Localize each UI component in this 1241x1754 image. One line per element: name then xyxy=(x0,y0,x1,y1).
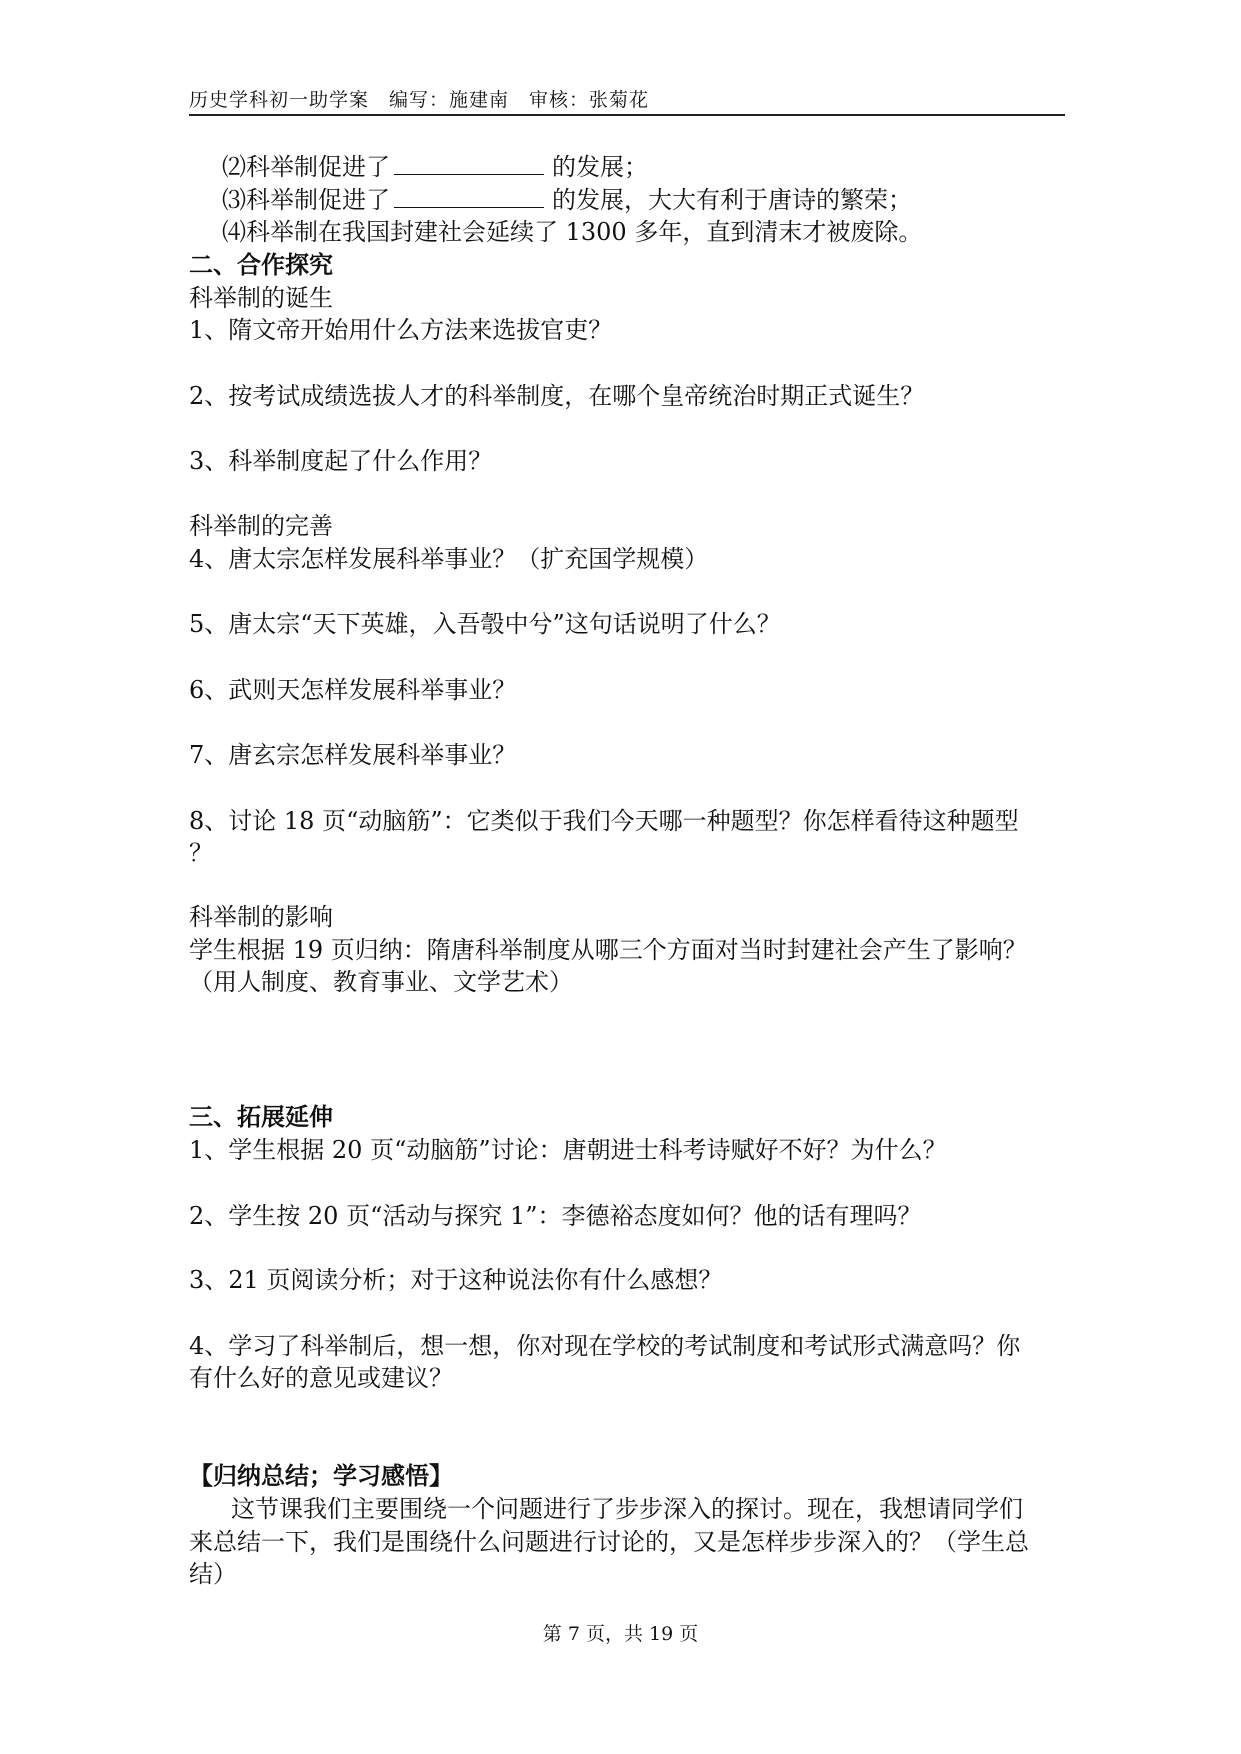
summary-line-1: 这节课我们主要围绕一个问题进行了步步深入的探讨。现在，我想请同学们 xyxy=(231,1495,1023,1523)
question-2: 2、按考试成绩选拔人才的科举制度，在哪个皇帝统治时期正式诞生？ xyxy=(189,382,925,410)
item-text-before: ⑶科举制促进了 xyxy=(222,186,390,214)
item-text-after: 的发展，大大有利于唐诗的繁荣； xyxy=(552,186,912,214)
extension-question-4-line-1: 4、学习了科举制后，想一想，你对现在学校的考试制度和考试形式满意吗？你 xyxy=(189,1332,1021,1360)
page-footer: 第 7 页，共 19 页 xyxy=(542,1623,699,1645)
question-5: 5、唐太宗“天下英雄，入吾彀中兮”这句话说明了什么？ xyxy=(189,610,781,638)
section-heading-extension: 三、拓展延伸 xyxy=(189,1102,333,1131)
question-6: 6、武则天怎样发展科举事业？ xyxy=(189,676,517,704)
influence-line-1: 学生根据 19 页归纳：隋唐科举制度从哪三个方面对当时封建社会产生了影响？ xyxy=(189,936,1027,964)
summary-heading: 【归纳总结；学习感悟】 xyxy=(189,1461,453,1490)
fill-in-item-3 xyxy=(222,183,912,216)
subheading-influence: 科举制的影响 xyxy=(189,903,333,931)
question-3: 3、科举制度起了什么作用？ xyxy=(189,447,493,475)
question-8-line-2: ？ xyxy=(189,839,213,867)
item-text-after: 的发展； xyxy=(552,153,648,181)
subheading-birth: 科举制的诞生 xyxy=(189,284,333,312)
question-8-line-1: 8、讨论 18 页“动脑筋”：它类似于我们今天哪一种题型？你怎样看待这种题型 xyxy=(189,807,1019,835)
item-text-before: ⑵科举制促进了 xyxy=(222,153,390,181)
question-7: 7、唐玄宗怎样发展科举事业？ xyxy=(189,741,517,769)
answer-blank[interactable] xyxy=(394,150,544,175)
question-4: 4、唐太宗怎样发展科举事业？（扩充国学规模） xyxy=(189,545,709,573)
summary-line-3: 结） xyxy=(189,1560,237,1588)
extension-question-3: 3、21 页阅读分析；对于这种说法你有什么感想？ xyxy=(189,1266,723,1294)
extension-question-1: 1、学生根据 20 页“动脑筋”讨论：唐朝进士科考诗赋好不好？为什么？ xyxy=(189,1136,947,1164)
page-header: 历史学科初一助学案 编写：施建南 审核：张菊花 xyxy=(189,89,650,111)
answer-blank[interactable] xyxy=(394,183,544,208)
section-heading-cooperation: 二、合作探究 xyxy=(189,250,333,279)
extension-question-4-line-2: 有什么好的意见或建议？ xyxy=(189,1364,453,1392)
influence-line-2: （用人制度、教育事业、文学艺术） xyxy=(189,968,573,996)
subheading-perfection: 科举制的完善 xyxy=(189,512,333,540)
question-1: 1、隋文帝开始用什么方法来选拔官吏？ xyxy=(189,316,613,344)
fill-in-item-2 xyxy=(222,150,648,183)
statement-item-4: ⑷科举制在我国封建社会延续了 1300 多年，直到清末才被废除。 xyxy=(222,218,923,246)
header-divider xyxy=(189,114,1065,116)
summary-line-2: 来总结一下，我们是围绕什么问题进行讨论的，又是怎样步步深入的？（学生总 xyxy=(189,1528,1029,1556)
extension-question-2: 2、学生按 20 页“活动与探究 1”：李德裕态度如何？他的话有理吗？ xyxy=(189,1202,922,1230)
